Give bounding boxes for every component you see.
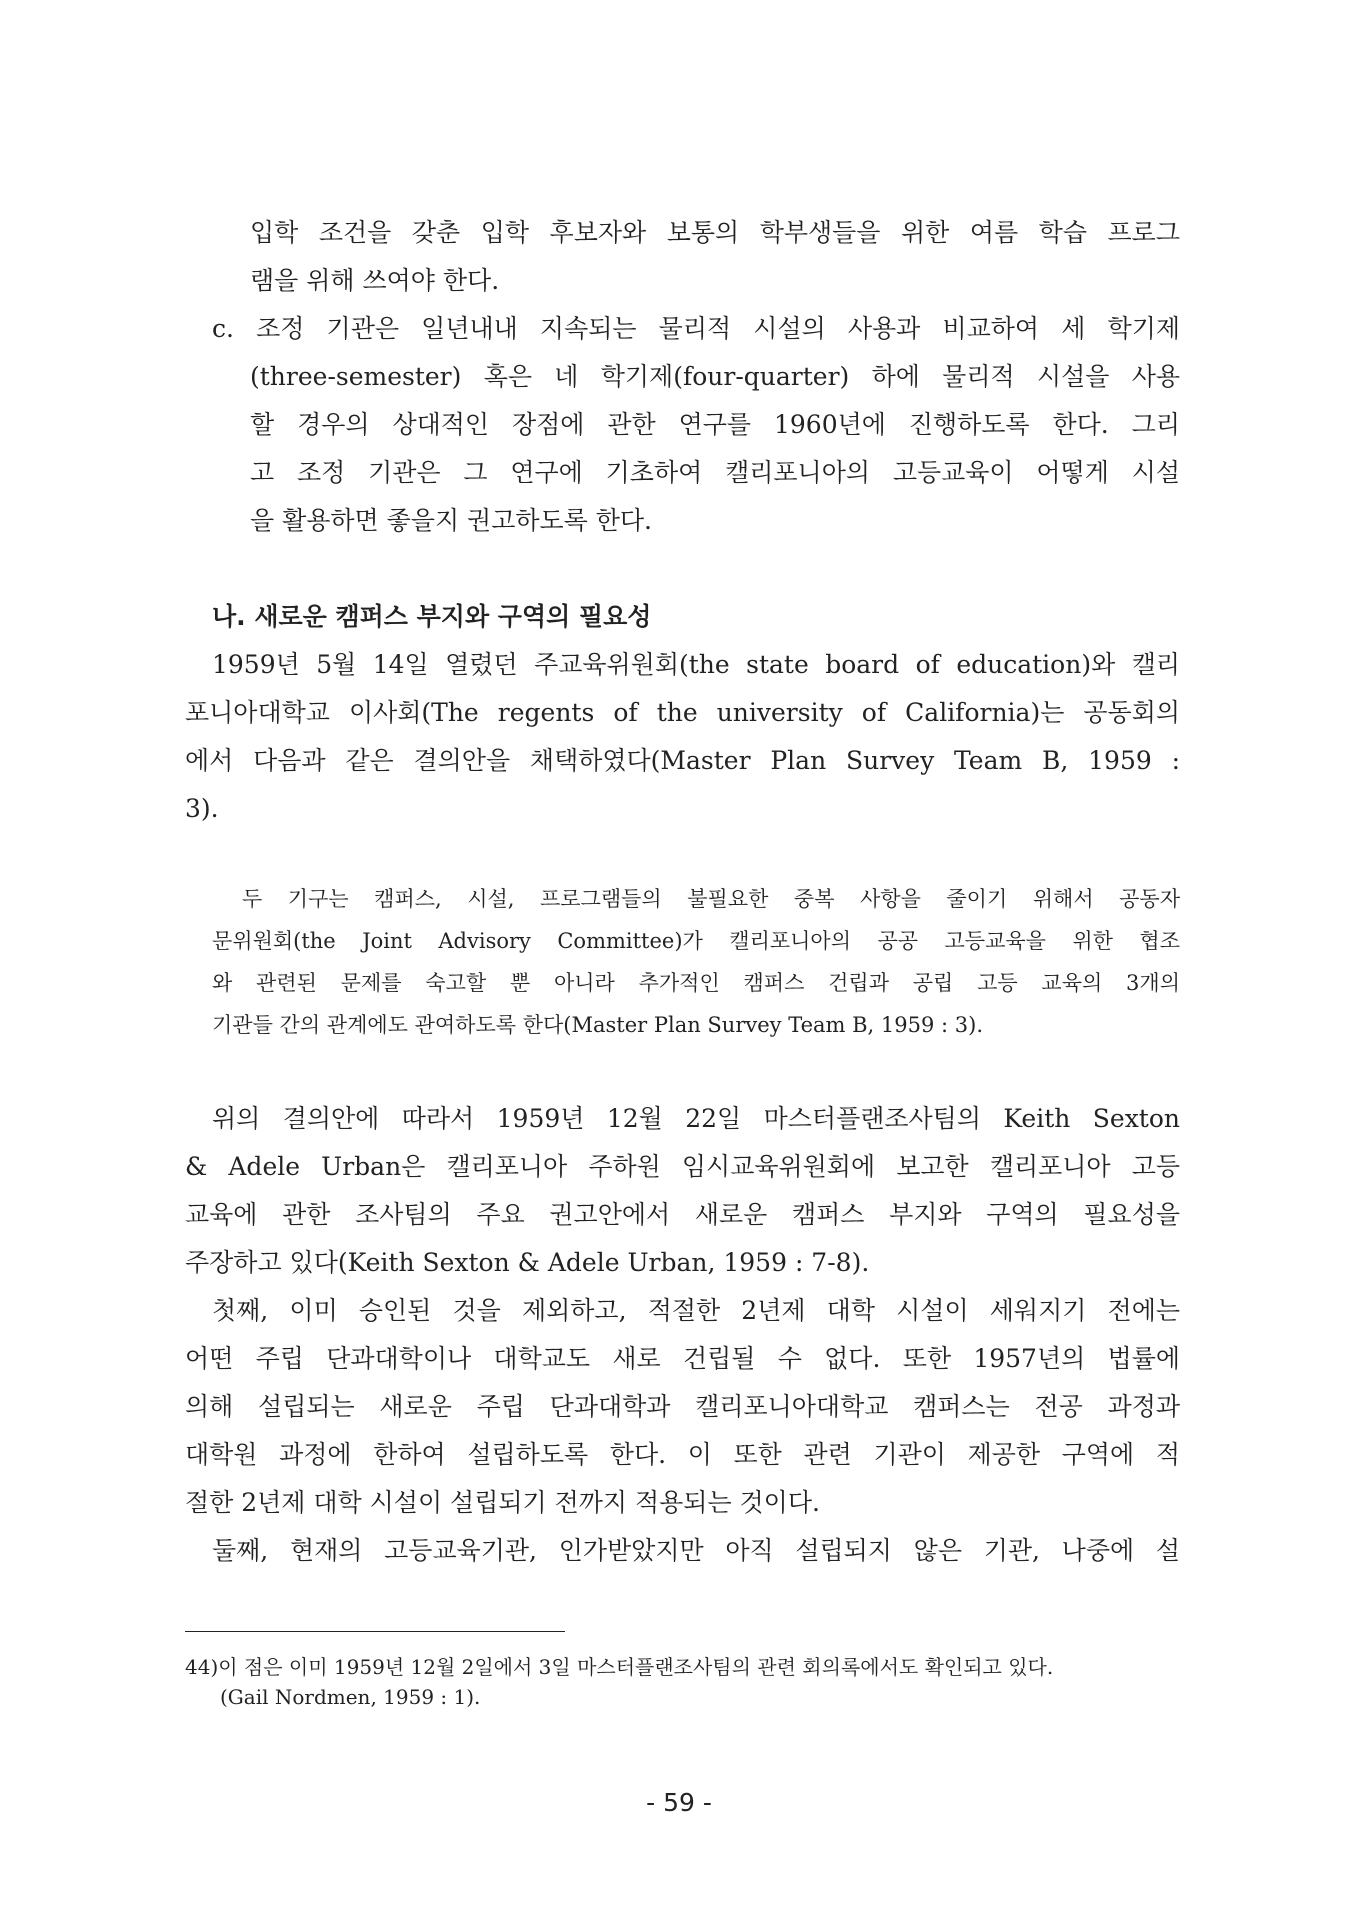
body-text-line: 램을 위해 쓰여야 한다. (250, 266, 500, 295)
body-text-line: 위의 결의안에 따라서 1959년 12월 22일 마스터플랜조사팀의 Keith Sexton (212, 1104, 1180, 1133)
body-text-line: 고 조정 기관은 그 연구에 기초하여 캘리포니아의 고등교육이 어떻게 시설 (250, 458, 1180, 487)
body-text-line: 대학원 과정에 한하여 설립하도록 한다. 이 또한 관련 기관이 제공한 구역에 적 (185, 1440, 1180, 1469)
body-text-line: 1959년 5월 14일 열렸던 주교육위원회(the state board of education)와 캘리 (212, 650, 1180, 679)
body-text-line: 을 활용하면 좋을지 권고하도록 한다. (250, 506, 652, 535)
footnote-rule (185, 1631, 565, 1632)
footnote-line: 44)이 점은 이미 1959년 12월 2일에서 3일 마스터플랜조사팀의 관련 회의록에서도 확인되고 있다. (185, 1655, 1054, 1679)
body-text-line: 포니아대학교 이사회(The regents of the university of California)는 공동회의 (185, 698, 1180, 727)
body-text-line: 어떤 주립 단과대학이나 대학교도 새로 건립될 수 없다. 또한 1957년의 법률에 (185, 1344, 1180, 1373)
body-text-line: 3). (185, 794, 219, 823)
list-item-c: c. 조정 기관은 일년내내 지속되는 물리적 시설의 사용과 비교하여 세 학기제 (212, 314, 1180, 343)
quote-line: 문위원회(the Joint Advisory Committee)가 캘리포니아의 공공 고등교육을 위한 협조 (212, 929, 1180, 953)
quote-line: 기관들 간의 관계에도 관여하도록 한다(Master Plan Survey Team B, 1959 : 3). (212, 1013, 983, 1037)
body-text-line: (three-semester) 혹은 네 학기제(four-quarter) 하에 물리적 시설을 사용 (250, 362, 1180, 391)
body-text-line: 할 경우의 상대적인 장점에 관한 연구를 1960년에 진행하도록 한다. 그리 (250, 410, 1180, 439)
body-text-line: 첫째, 이미 승인된 것을 제외하고, 적절한 2년제 대학 시설이 세워지기 전에는 (212, 1296, 1180, 1325)
body-text-line: 둘째, 현재의 고등교육기관, 인가받았지만 아직 설립되지 않은 기관, 나중에 설 (212, 1536, 1180, 1565)
body-text-line: 입학 조건을 갖춘 입학 후보자와 보통의 학부생들을 위한 여름 학습 프로그 (250, 218, 1180, 247)
footnote-line: (Gail Nordmen, 1959 : 1). (220, 1685, 481, 1709)
quote-line: 와 관련된 문제를 숙고할 뿐 아니라 추가적인 캠퍼스 건립과 공립 고등 교육의 3개의 (212, 971, 1180, 995)
body-text-line: 교육에 관한 조사팀의 주요 권고안에서 새로운 캠퍼스 부지와 구역의 필요성을 (185, 1200, 1180, 1229)
body-text-line: 의해 설립되는 새로운 주립 단과대학과 캘리포니아대학교 캠퍼스는 전공 과정과 (185, 1392, 1180, 1421)
page-number: - 59 - (646, 1788, 712, 1817)
body-text-line: 주장하고 있다(Keith Sexton & Adele Urban, 1959 : 7-8). (185, 1248, 870, 1277)
body-text-line: 절한 2년제 대학 시설이 설립되기 전까지 적용되는 것이다. (185, 1488, 820, 1517)
body-text-line: & Adele Urban은 캘리포니아 주하원 임시교육위원회에 보고한 캘리포니아 고등 (185, 1152, 1180, 1181)
quote-line: 두 기구는 캠퍼스, 시설, 프로그램들의 불필요한 중복 사항을 줄이기 위해서 공동자 (242, 887, 1180, 911)
section-heading: 나. 새로운 캠퍼스 부지와 구역의 필요성 (212, 602, 652, 631)
body-text-line: 에서 다음과 같은 결의안을 채택하였다(Master Plan Survey Team B, 1959 : (185, 746, 1180, 775)
